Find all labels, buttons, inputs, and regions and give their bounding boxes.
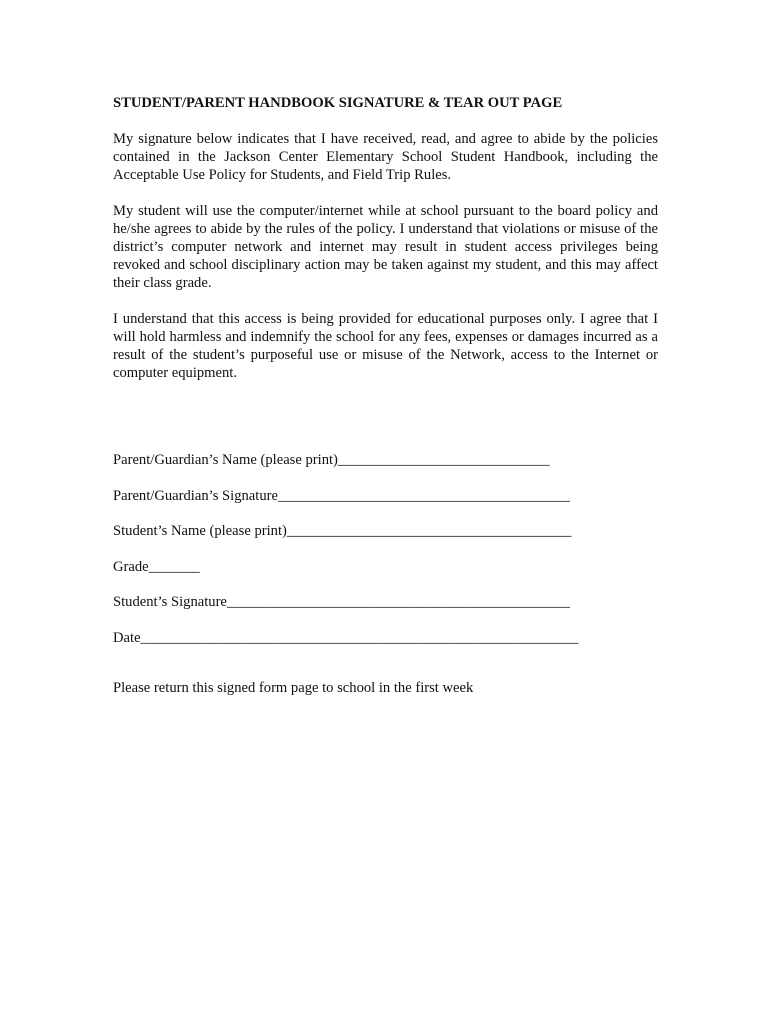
return-notice: Please return this signed form page to school in the first week xyxy=(113,679,474,696)
student-name-line: Student’s Name (please print)_______________________________________ xyxy=(113,523,572,539)
paragraph-computer-use: My student will use the computer/internet while at school pursuant to the board policy and he/she agrees to abide by the rules of the policy. I understand that violations or misuse of the district’s computer network and internet may result in student access privileges being revoked and school disciplinary action may be taken against my student, and this may affect their class grade. xyxy=(113,203,658,291)
date-line: Date____________________________________________________________ xyxy=(113,629,579,646)
student-signature-line: Student’s Signature_______________________________________________ xyxy=(113,594,570,610)
document-title: STUDENT/PARENT HANDBOOK SIGNATURE & TEAR OUT PAGE xyxy=(113,95,563,111)
signature-block xyxy=(113,451,658,647)
grade-line: Grade_______ xyxy=(113,558,200,575)
parent-signature-line: Parent/Guardian’s Signature________________________________________ xyxy=(113,487,570,504)
document-body xyxy=(113,94,658,400)
paragraph-acknowledgement: My signature below indicates that I have received, read, and agree to abide by the policies contained in the Jackson Center Elementary School Student Handbook, including the Acceptable Use Policy for Students, and Field Trip Rules. xyxy=(113,131,658,183)
paragraph-indemnification: I understand that this access is being provided for educational purposes only. I agree that I will hold harmless and indemnify the school for any fees, expenses or damages incurred as a result of the student’s purposeful use or misuse of the Network, access to the Internet or computer equipment. xyxy=(113,311,658,381)
parent-name-line: Parent/Guardian’s Name (please print)_____________________________ xyxy=(113,452,550,468)
